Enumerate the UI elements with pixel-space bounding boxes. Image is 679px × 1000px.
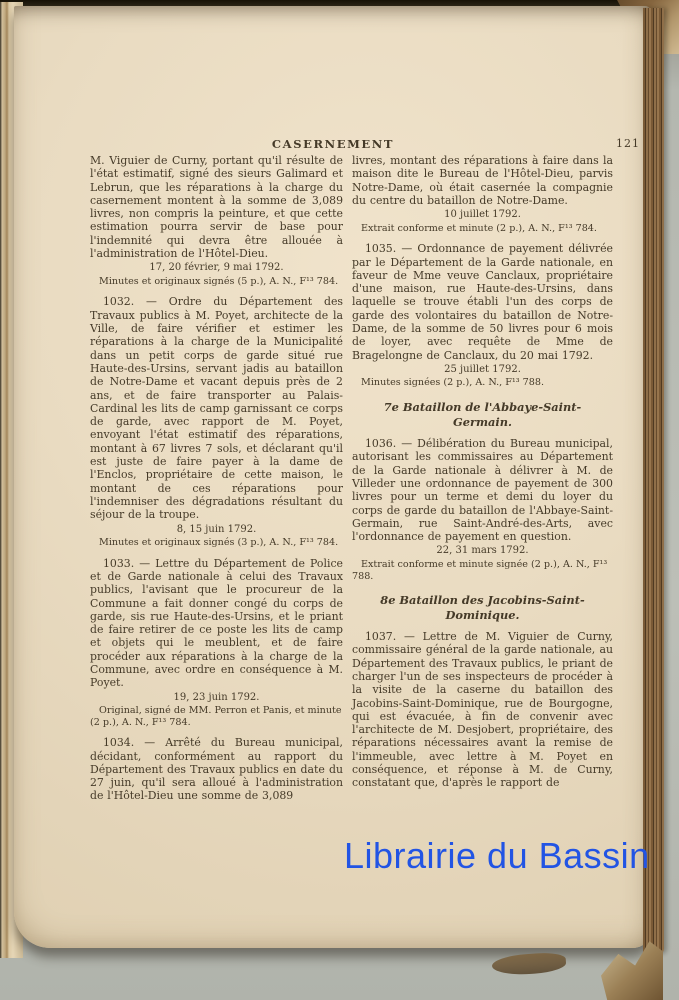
- section-heading: 7e Bataillon de l'Abbaye-Saint-Germain.: [383, 400, 582, 429]
- watermark-text: Librairie du Bassin: [344, 835, 650, 876]
- paragraph: 1035. — Ordonnance de payement délivrée par le Département de la Garde nationale, en faveur de Mme veuve Canclaux, propriétaire d'une maison, rue Haute-des-Ursins, dans laquelle se trouve établi l'un des corps de garde des volontaires du bataillon de Notre-Dame, de la somme de 50 livres pour 6 mois de loyer, avec requête de Mme de Bragelongne de Canclaux, du 20 mai 1792.: [352, 242, 613, 362]
- date-line: 8, 15 juin 1792.: [176, 523, 257, 535]
- column-right: [352, 154, 613, 790]
- paragraph: 1034. — Arrêté du Bureau municipal, décidant, conformément au rapport du Département des Travaux publics en date du 27 juin, qu'il sera alloué à l'administration de l'Hôtel-Dieu une somme de 3,089: [90, 736, 343, 803]
- printed-content: [90, 137, 640, 803]
- running-title: CASERNEMENT: [271, 137, 395, 151]
- date-line: 17, 20 février, 9 mai 1792.: [149, 262, 284, 274]
- reference-line: Original, signé de MM. Perron et Panis, et minute (2 p.), A. N., F¹³ 784.: [90, 705, 342, 728]
- column-left: [90, 154, 343, 803]
- section-heading: 8e Bataillon des Jacobins-Saint-Dominique.: [380, 593, 585, 622]
- date-line: 25 juillet 1792.: [444, 363, 521, 375]
- date-line: 22, 31 mars 1792.: [436, 545, 529, 557]
- paragraph: 1032. — Ordre du Département des Travaux publics à M. Poyet, architecte de la Ville, de faire vérifier et estimer les réparations à la charge de la Municipalité dans un petit corps de garde situé rue Haute-des-Ursins, servant jadis au bataillon de Notre-Dame et vacant depuis près de 2 ans, et de faire transporter au Palais-Cardinal les lits de camp garnissant ce corps de garde, avec rapport de M. Poyet, envoyant l'état estimatif des réparations, montant à 67 livres 7 sols, et déclarant qu'il est juste de faire payer à la dame de l'Enclos, propriétaire de cette maison, le montant de ces réparations pour l'indemniser des dégradations résultant du séjour de la troupe.: [90, 295, 343, 522]
- page-header: [90, 137, 640, 155]
- page-fore-edge: [643, 8, 664, 954]
- page-number: 121: [616, 137, 640, 150]
- date-line: 10 juillet 1792.: [444, 209, 521, 221]
- paragraph: 1033. — Lettre du Département de Police et de Garde nationale à celui des Travaux publics, l'avisant que le procureur de la Commune a fait donner congé du corps de garde, sis rue Haute-des-Ursins, et le priant de faire retirer de ce poste les lits de camp et objets qui le meublent, et de faire procéder aux réparations à la charge de la Commune, avec ordre en conséquence à M. Poyet.: [90, 556, 343, 690]
- paragraph: 1036. — Délibération du Bureau municipal, autorisant les commissaires au Département de la Garde nationale à délivrer à M. de Villeder une ordonnance de payement de 300 livres pour un terme et demi du loyer du corps de garde du bataillon de l'Abbaye-Saint-Germain, rue Saint-André-des-Arts, avec l'ordonnance de payement en question.: [352, 437, 613, 544]
- paragraph: 1037. — Lettre de M. Viguier de Curny, commissaire général de la garde nationale, au Département des Travaux publics, le priant de charger l'un de ses inspecteurs de procéder à la visite de la caserne du bataillon des Jacobins-Saint-Dominique, rue de Bourgogne, qui est évacuée, à fin de convenir avec l'architecte de M. Desjobert, propriétaire, des réparations nécessaires avant la remise de l'immeuble, avec lettre à M. Poyet en conséquence, et réponse à M. de Curny, constatant que, d'après le rapport de: [352, 630, 613, 790]
- paragraph: M. Viguier de Curny, portant qu'il résulte de l'état estimatif, signé des sieurs Galimard et Lebrun, que les réparations à la charge du casernement montent à la somme de 3,089 livres, non compris la peinture, et que cette estimation pourra servir de base pour l'indemnité qui devra être allouée à l'administration de l'Hôtel-Dieu.: [90, 154, 343, 261]
- torn-paper-bottom: [491, 951, 566, 976]
- paragraph: livres, montant des réparations à faire dans la maison dite le Bureau de l'Hôtel-Dieu, parvis Notre-Dame, où était casernée la compagnie du centre du bataillon de Notre-Dame.: [352, 154, 613, 207]
- reference-line: Extrait conforme et minute signée (2 p.), A. N., F¹³ 788.: [352, 558, 608, 582]
- date-line: 19, 23 juin 1792.: [173, 691, 260, 703]
- reference-line: Minutes et originaux signés (3 p.), A. N., F¹³ 784.: [99, 537, 339, 549]
- reference-line: Extrait conforme et minute (2 p.), A. N., F¹³ 784.: [361, 222, 597, 234]
- reference-line: Minutes et originaux signés (5 p.), A. N., F¹³ 784.: [99, 275, 339, 287]
- reference-line: Minutes signées (2 p.), A. N., F¹³ 788.: [361, 377, 545, 389]
